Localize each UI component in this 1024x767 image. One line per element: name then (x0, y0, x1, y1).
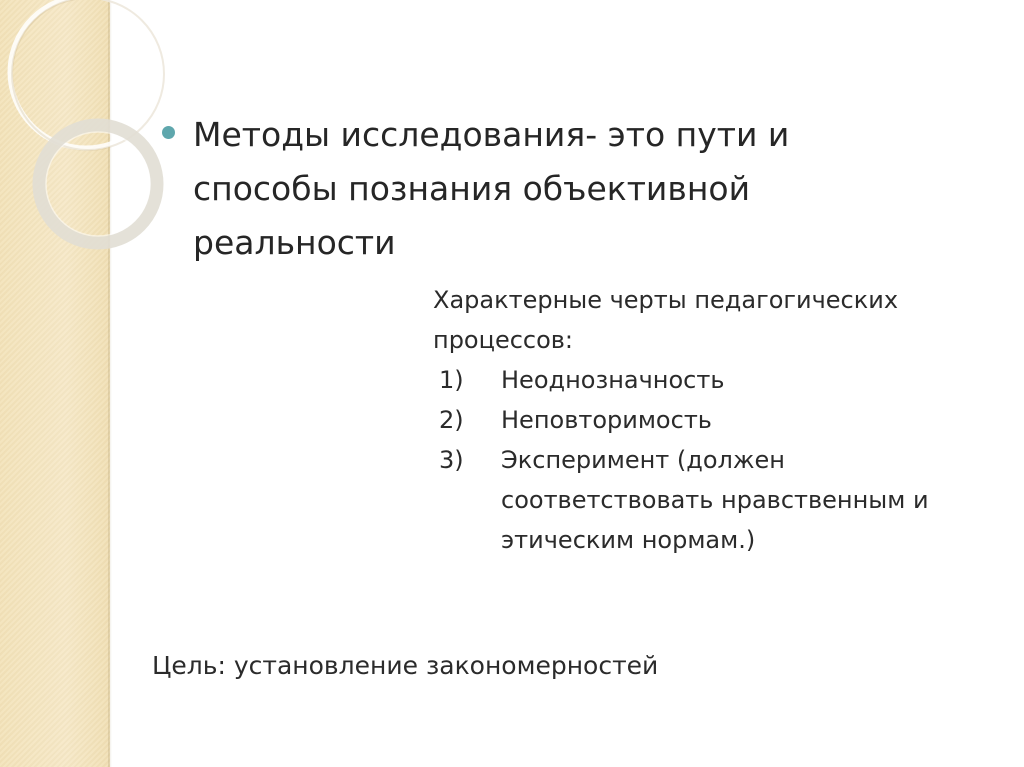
bullet-dot-icon (162, 126, 175, 139)
list-item (433, 400, 1013, 440)
list-item-text: Неоднозначность (501, 366, 725, 394)
list-item-text: Эксперимент (должен соответствовать нравственным и этическим нормам.) (501, 446, 929, 554)
features-block (433, 280, 1013, 560)
decorative-circles (0, 0, 180, 260)
goal-text: Цель: установление закономерностей (152, 651, 659, 680)
list-item-text: Неповторимость (501, 406, 712, 434)
main-bullet-text: Методы исследования- это пути и способы познания объективной реальности (193, 115, 790, 262)
list-item-number: 3) (439, 446, 464, 474)
features-list (433, 360, 1013, 560)
list-item-number: 2) (439, 406, 464, 434)
list-item (433, 360, 1013, 400)
list-item-number: 1) (439, 366, 464, 394)
features-heading: Характерные черты педагогических процессов: (433, 286, 899, 354)
main-bullet (162, 108, 922, 270)
decorative-circle-ring (39, 125, 157, 243)
list-item (433, 440, 1013, 560)
